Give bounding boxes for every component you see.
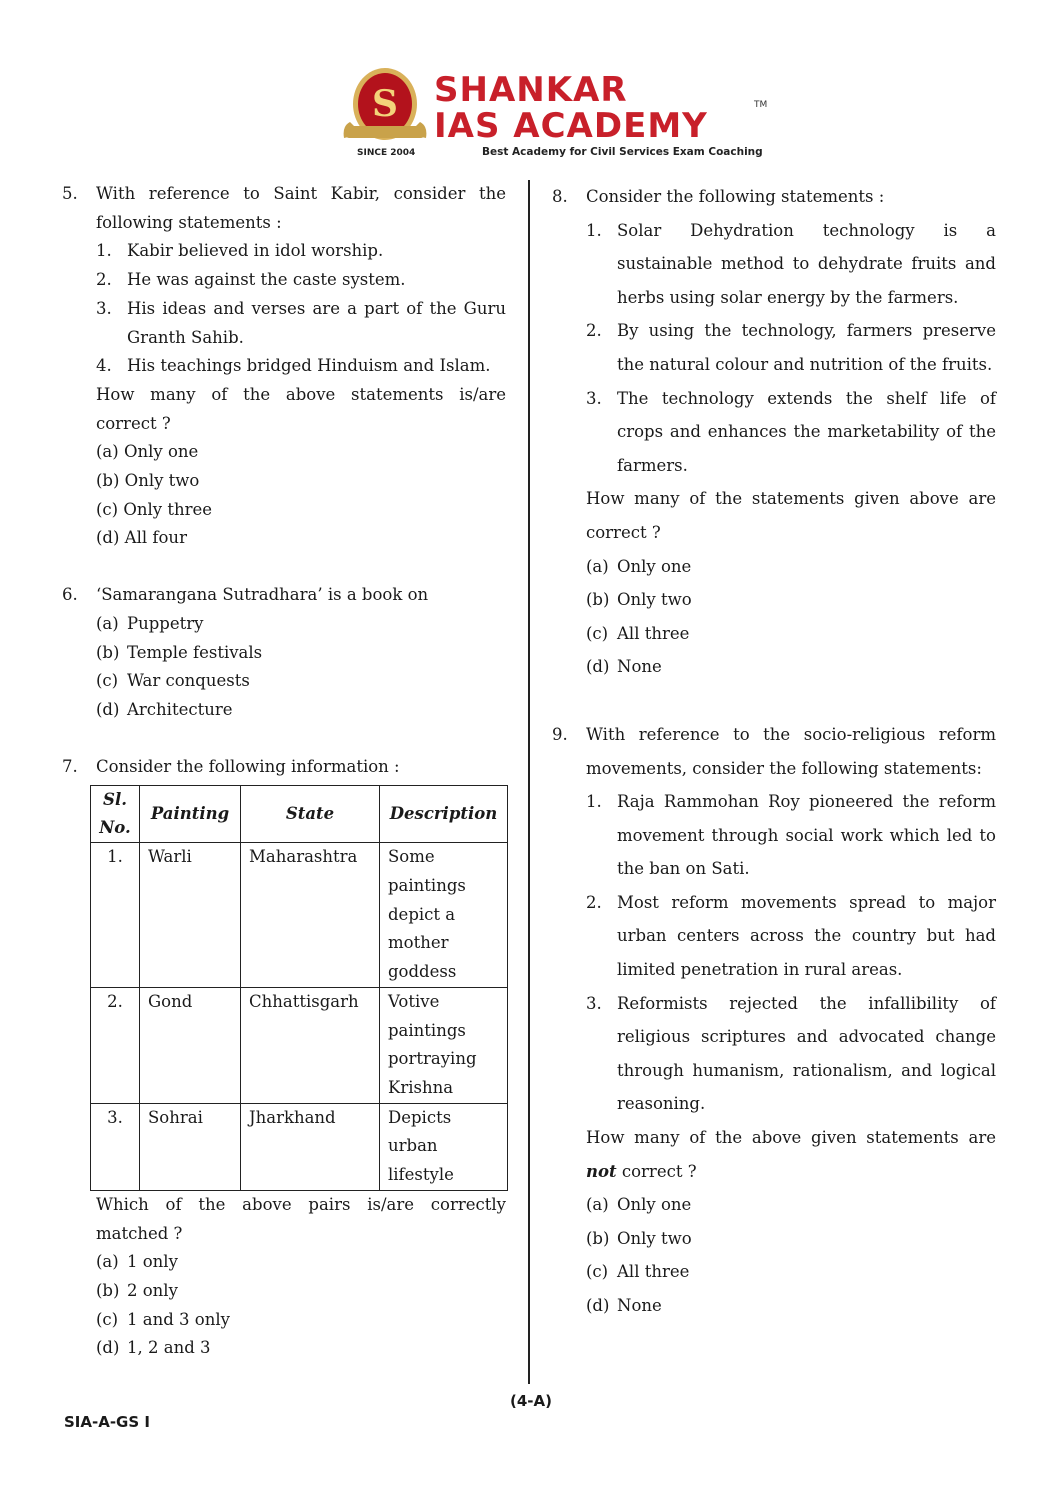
- table-cell: Gond: [140, 987, 241, 1103]
- column-header: Sl. No.: [91, 786, 140, 843]
- table-cell: 2.: [91, 987, 140, 1103]
- answer-option: (c) War conquests: [96, 671, 250, 691]
- question-6: [62, 581, 506, 725]
- question-7: [62, 753, 506, 1363]
- tagline: Best Academy for Civil Services Exam Coaching: [482, 146, 763, 158]
- question-number: 8.: [552, 187, 568, 206]
- table-cell: Warli: [140, 843, 241, 988]
- statement: 1. Raja Rammohan Roy pioneered the reform movement through social work which led to the ban on Sati.: [586, 792, 996, 879]
- statement: 4. His teachings bridged Hinduism and Islam.: [96, 356, 491, 376]
- answer-option: (c) 1 and 3 only: [96, 1309, 230, 1329]
- table-cell: Votive paintings portraying Krishna: [380, 987, 508, 1103]
- answer-option: (b) Only two: [586, 590, 692, 610]
- question-prompt: How many of the statements given above are correct ?: [586, 489, 996, 542]
- question-stem: Consider the following information :: [96, 756, 400, 776]
- page-number: (4-A): [510, 1392, 552, 1410]
- question-number: 7.: [62, 756, 78, 776]
- painting-table: [90, 785, 508, 1190]
- table-cell: Depicts urban lifestyle: [380, 1103, 508, 1190]
- answer-option: (b) 2 only: [96, 1280, 178, 1300]
- emblem-letter: S: [372, 83, 398, 125]
- since-label: SINCE 2004: [357, 148, 416, 158]
- answer-option: (b) Only two: [586, 1228, 692, 1248]
- answer-option: (a) Puppetry: [96, 613, 204, 633]
- statement: 3. His ideas and verses are a part of the Guru Granth Sahib.: [96, 298, 506, 347]
- statement: 1. Solar Dehydration technology is a sustainable method to dehydrate fruits and herbs using solar energy by the farmers.: [586, 220, 996, 307]
- statement: 3. The technology extends the shelf life of crops and enhances the marketability of the farmers.: [586, 388, 996, 475]
- answer-option: (d) All four: [96, 528, 187, 548]
- question-number: 5.: [62, 184, 78, 203]
- question-stem: With reference to Saint Kabir, consider the following statements :: [96, 184, 506, 232]
- right-column: [552, 180, 996, 1323]
- answer-option: (b) Only two: [96, 471, 200, 491]
- statement: 2. Most reform movements spread to major urban centers across the country but had limited penetration in rural areas.: [586, 892, 996, 980]
- question-number: 6.: [62, 585, 78, 605]
- column-header: Painting: [140, 786, 241, 843]
- table-cell: Maharashtra: [241, 843, 380, 988]
- answer-option: (d) None: [586, 657, 662, 677]
- table-cell: Jharkhand: [241, 1103, 380, 1190]
- statement: 3. Reformists rejected the infallibility of religious scriptures and advocated change through humanism, rationalism, and logical reasoning.: [586, 993, 996, 1114]
- table-row: [91, 1103, 508, 1190]
- left-column: [62, 180, 506, 1363]
- question-stem: Consider the following statements :: [586, 187, 885, 206]
- table-row: [91, 843, 508, 988]
- answer-option: (d) 1, 2 and 3: [96, 1338, 211, 1358]
- booklet-code: SIA-A-GS I: [64, 1413, 150, 1431]
- question-prompt: How many of the above given statements are not correct ?: [586, 1128, 996, 1181]
- answer-option: (c) All three: [586, 623, 690, 643]
- brand-name-line1: SHANKAR: [434, 70, 628, 110]
- trademark-mark: TM: [754, 100, 768, 110]
- answer-option: (c) All three: [586, 1262, 690, 1282]
- question-prompt: Which of the above pairs is/are correctly matched ?: [96, 1194, 506, 1243]
- question-stem: ‘Samarangana Sutradhara’ is a book on: [96, 585, 429, 605]
- question-5: [62, 180, 506, 553]
- statement: 2. He was against the caste system.: [96, 270, 406, 290]
- brand-name-line2: IAS ACADEMY: [434, 106, 708, 146]
- table-cell: Chhattisgarh: [241, 987, 380, 1103]
- answer-option: (b) Temple festivals: [96, 642, 263, 662]
- answer-option: (a) 1 only: [96, 1252, 178, 1272]
- question-stem: With reference to the socio-religious reform movements, consider the following statements:: [586, 724, 996, 778]
- table-cell: Some paintings depict a mother goddess: [380, 843, 508, 988]
- table-cell: 1.: [91, 843, 140, 988]
- answer-option: (c) Only three: [96, 499, 213, 519]
- table-header-row: [91, 786, 508, 843]
- statement: 2. By using the technology, farmers preserve the natural colour and nutrition of the fruits.: [586, 321, 996, 374]
- question-8: [552, 180, 996, 684]
- answer-option: (a) Only one: [586, 1195, 692, 1215]
- column-header: State: [241, 786, 380, 843]
- table-row: [91, 987, 508, 1103]
- emphasis-not: not: [586, 1161, 617, 1181]
- question-number: 9.: [552, 724, 568, 744]
- shield-emblem-icon: [340, 66, 430, 160]
- question-prompt: How many of the above statements is/are correct ?: [96, 384, 506, 433]
- column-header: Description: [380, 786, 508, 843]
- question-9: [552, 718, 996, 1323]
- academy-logo: [340, 66, 780, 166]
- answer-option: (d) Architecture: [96, 699, 233, 719]
- statement: 1. Kabir believed in idol worship.: [96, 241, 384, 261]
- answer-option: (a) Only one: [96, 442, 199, 462]
- answer-option: (a) Only one: [586, 556, 692, 576]
- column-divider: [528, 180, 530, 1384]
- table-cell: 3.: [91, 1103, 140, 1190]
- answer-option: (d) None: [586, 1296, 662, 1315]
- table-cell: Sohrai: [140, 1103, 241, 1190]
